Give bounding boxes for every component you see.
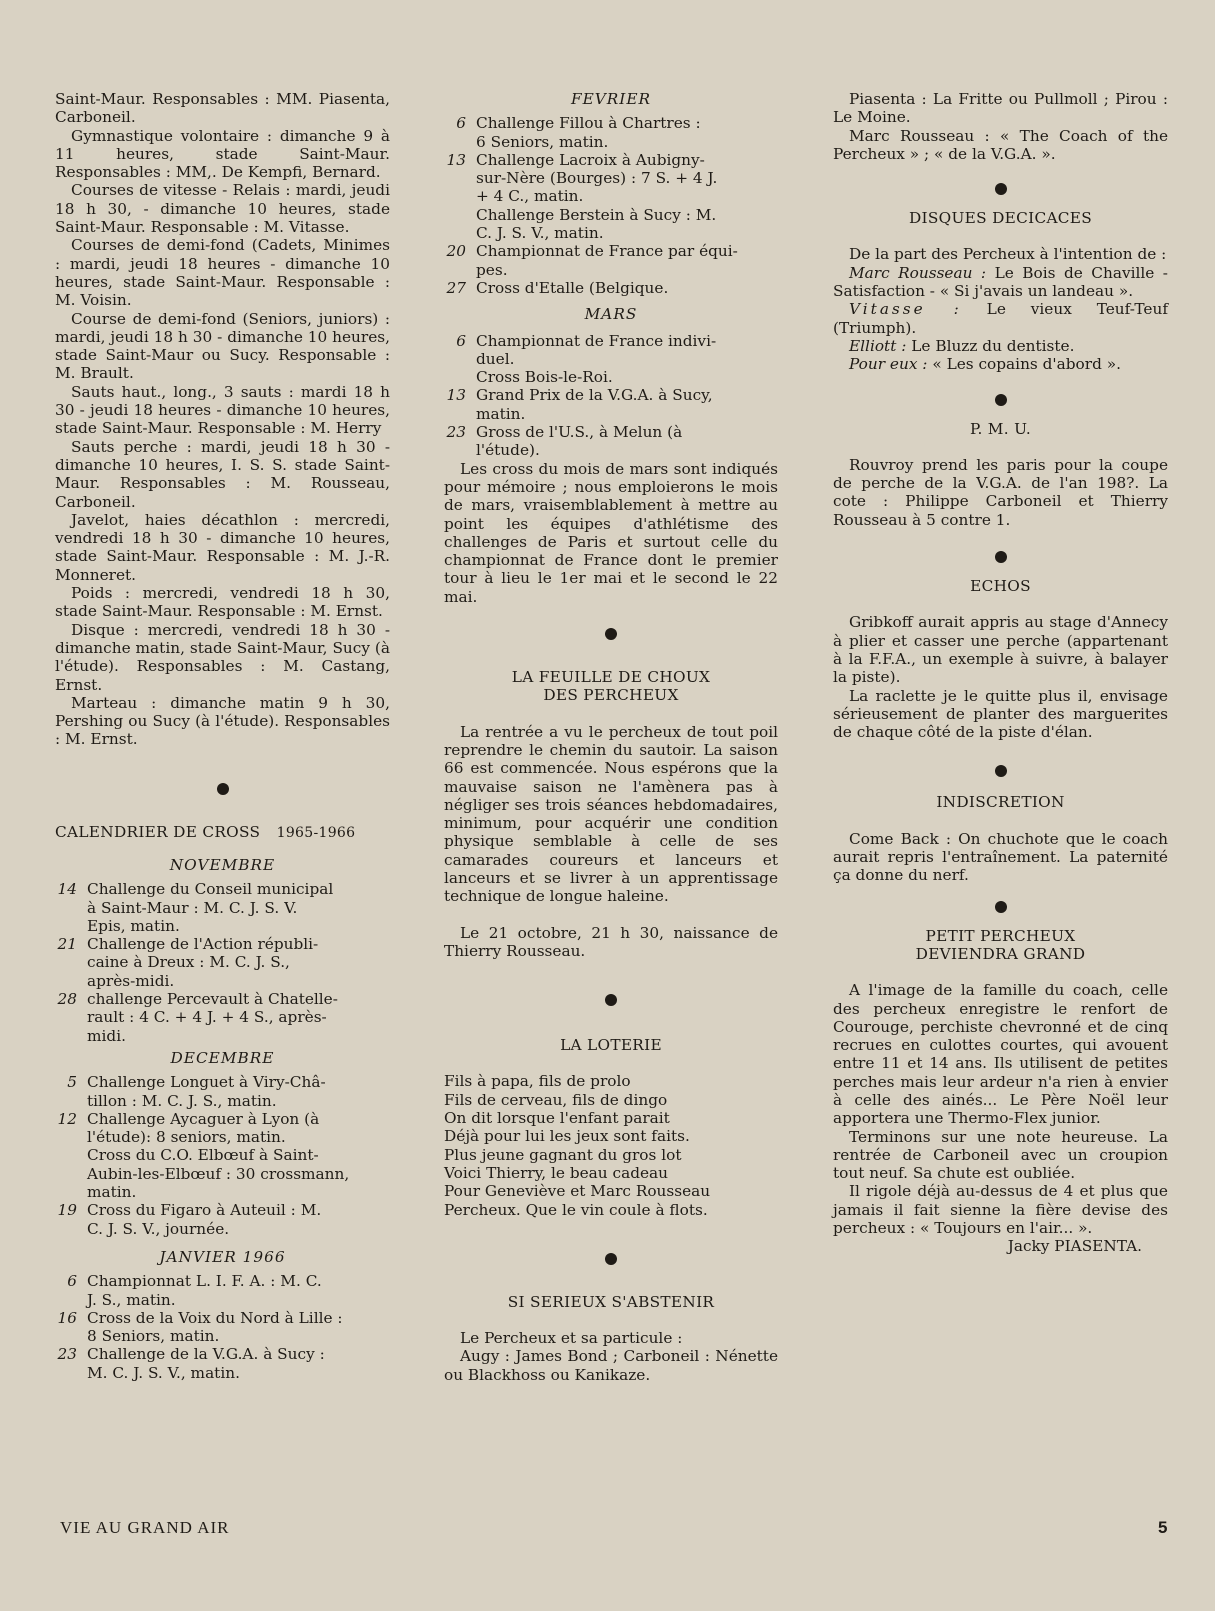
entry-day: 6 [456,114,466,133]
entry-line: Cross du C.O. Elbœuf à Saint- [87,1146,319,1165]
entry-line: caine à Dreux : M. C. J. S., [87,953,290,972]
entry-text [87,1272,390,1309]
entry-line: après-midi. [87,971,175,990]
entry-line: M. C. J. S. V., matin. [87,1363,240,1382]
schedule-paragraph: Course de demi-fond (Seniors, juniors) : mardi, jeudi 18 h 30 - dimanche 10 heures, stade Saint-Maur ou Sucy. Responsable : M. Brault. [55,309,390,383]
entry-day: 6 [456,331,466,350]
section-bullet-icon [605,628,617,640]
indiscretion-paragraph: Come Back : On chuchote que le coach aurait repris l'entraînement. La paternité ça donne du nerf. [833,829,1168,885]
entry-day: 14 [57,880,77,899]
entry-line: Cross Bois-le-Roi. [476,368,613,387]
entry-line: challenge Percevault à Chatelle- [87,990,338,1009]
month-heading-janvier: JANVIER 1966 [159,1247,286,1266]
entry-text [87,1201,390,1238]
pmu-paragraph: Rouvroy prend les paris pour la coupe de perche de la V.G.A. de l'an 198?. La cote : Philippe Carboneil et Thierry Rousseau à 5 contre 1. [833,455,1168,529]
calendar-entry [444,279,778,297]
entry-line: rault : 4 C. + 4 J. + 4 S., après- [87,1008,327,1027]
dedication-text: Le Bois de Chaville - Satisfaction - « Si j'avais un landeau ». [833,263,1168,301]
section-bullet-icon [605,994,617,1006]
schedule-paragraph: Sauts perche : mardi, jeudi 18 h 30 - dimanche 10 heures, I. S. S. stade Saint-Maur. Responsables : M. Rousseau, Carboneil. [55,437,390,511]
entry-day: 27 [446,278,466,297]
dedication-text: « Les copains d'abord ». [932,355,1121,374]
entry-day: 20 [446,242,466,261]
entry-text [87,1073,390,1110]
echos-title: ECHOS [970,577,1031,596]
entry-line: Challenge Lacroix à Aubigny- [476,150,705,169]
intro-paragraph: Marc Rousseau : « The Coach of the Percheux » ; « de la V.G.A. ». [833,126,1168,163]
petit-paragraph: Terminons sur une note heureuse. La rentrée de Carboneil avec un croupion tout neuf. Sa chute est oubliée. [833,1127,1168,1183]
entry-line: sur-Nère (Bourges) : 7 S. + 4 J. [476,169,718,188]
entry-text [87,935,390,990]
section-bullet-icon [995,765,1007,777]
loterie-title: LA LOTERIE [560,1036,662,1055]
calendar-entry [444,423,778,460]
entry-text [476,423,778,460]
petit-paragraph: Il rigole déjà au-dessus de 4 et plus que jamais il fait sienne la fière devise des percheux : « Toujours en l'air... ». [833,1182,1168,1238]
petit-paragraph: A l'image de la famille du coach, celle des percheux enregistre le renfort de Courouge, perchiste chevronné et de cinq recrues en culottes courtes, qui avouent entre 11 et 14 ans. Ils utilisent de petites perches mais leur ardeur n'a rien à envier à celle des ainés... Le Père Noël leur apportera une Thermo-Flex junior. [833,981,1168,1128]
calendar-entry [55,1272,390,1309]
entry-line: tillon : M. C. J. S., matin. [87,1091,277,1110]
entry-line: 6 Seniors, matin. [476,132,609,151]
disques-title: DISQUES DECICACES [908,209,1093,228]
serieux-paragraph: Le Percheux et sa particule : [460,1329,683,1348]
echos-paragraph: Gribkoff aurait appris au stage d'Annecy à plier et casser une perche (appartenant à la F.F.A., un exemple à suivre, à balayer la piste). [833,613,1168,687]
poem-verse: Pour Geneviève et Marc Rousseau [444,1182,711,1201]
entry-text [476,386,778,423]
calendar-entry [55,1201,390,1238]
entry-day: 23 [57,1345,77,1364]
entry-text [87,880,390,935]
entry-text [476,279,778,297]
calendar-title [55,823,390,842]
calendar-entry [55,1345,390,1382]
schedule-paragraph: Gymnastique volontaire : dimanche 9 à 11 heures, stade Saint-Maur. Responsables : MM,. De Kempfi, Bernard. [55,126,390,182]
feuille-title-line-2: DES PERCHEUX [543,686,679,705]
schedule-paragraph: Sauts haut., long., 3 sauts : mardi 18 h 30 - jeudi 18 heures - dimanche 10 heures, stade Saint-Maur. Responsable : M. Herry [55,382,390,438]
schedule-paragraph: Saint-Maur. Responsables : MM. Piasenta, Carboneil. [55,90,390,127]
calendar-years: 1965-1966 [276,824,356,841]
entry-line: Challenge Fillou à Chartres : [476,114,701,133]
feuille-paragraph: La rentrée a vu le percheux de tout poil reprendre le chemin du sautoir. La saison 66 est commencée. Nous espérons que la mauvaise saison ne l'amènera pas à négliger ses trois séances hebdomadaires, minimum, pour acquérir une condition physique semblable à celle de ses camarades coureurs et lanceurs et lanceurs et se livrer à un apprentissage technique de longue haleine. [444,722,778,906]
dedication-name: Marc Rousseau : [849,263,987,282]
entry-line: l'étude). [476,441,540,460]
entry-line: pes. [476,260,508,279]
entry-line: Epis, matin. [87,916,180,935]
entry-line: Championnat de France par équi- [476,242,738,261]
echos-paragraph: La raclette je le quitte plus il, envisage sérieusement de planter des marguerites de chaque côté de la piste d'élan. [833,686,1168,742]
entry-line: Challenge de la V.G.A. à Sucy : [87,1345,325,1364]
entry-line: midi. [87,1026,126,1045]
calendar-entry [444,151,778,242]
entry-line: Championnat L. I. F. A. : M. C. [87,1272,322,1291]
entry-line: Challenge Berstein à Sucy : M. [476,205,717,224]
intro-paragraph: Piasenta : La Fritte ou Pullmoll ; Pirou : Le Moine. [833,90,1168,127]
entry-line: Cross d'Etalle (Belgique. [476,278,669,297]
entry-text [476,332,778,387]
entry-text [476,114,778,151]
poem-verse: Plus jeune gagnant du gros lot [444,1145,682,1164]
dedication-text: Le Bluzz du dentiste. [911,336,1075,355]
entry-text [476,242,778,279]
entry-line: matin. [87,1183,137,1202]
calendar-entry [55,1073,390,1110]
entry-line: Aubin-les-Elbœuf : 30 crossmann, [87,1164,350,1183]
entry-text [87,990,390,1045]
dedication-name: Pour eux : [849,355,928,374]
feuille-title-line-1: LA FEUILLE DE CHOUX [511,668,711,687]
magazine-footer-title: VIE AU GRAND AIR [60,1518,230,1537]
poem-verse: Déjà pour lui les jeux sont faits. [444,1127,690,1146]
poem-verse: Fils à papa, fils de prolo [444,1072,631,1091]
entry-line: Championnat de France indivi- [476,331,717,350]
calendar-entry [55,1309,390,1346]
serieux-title: SI SERIEUX S'ABSTENIR [507,1292,715,1311]
section-bullet-icon [995,901,1007,913]
entry-line: l'étude): 8 seniors, matin. [87,1128,286,1147]
poem-verse: Fils de cerveau, fils de dingo [444,1090,668,1109]
schedule-paragraph: Poids : mercredi, vendredi 18 h 30, stade Saint-Maur. Responsable : M. Ernst. [55,584,390,621]
dedication-name: Elliott : [849,336,907,355]
entry-line: C. J. S. V., matin. [476,224,604,243]
entry-line: duel. [476,349,515,368]
page-number: 5 [1158,1518,1168,1537]
entry-line: matin. [476,404,526,423]
poem-verse: On dit lorsque l'enfant parait [444,1109,670,1128]
entry-day: 6 [67,1272,77,1291]
calendar-entry [55,1110,390,1201]
petit-title-line-2: DEVIENDRA GRAND [915,944,1086,963]
entry-day: 12 [57,1109,77,1128]
right-column [833,90,1168,1256]
dedication-name: Vitasse : [849,300,962,319]
entry-line: 8 Seniors, matin. [87,1327,220,1346]
calendar-entry [55,880,390,935]
dedication-text: Le vieux Teuf-Teuf (Triumph). [833,300,1168,337]
mars-note: Les cross du mois de mars sont indiqués pour mémoire ; nous emploierons le mois de mars, vraisemblablement à mettre au point les équipes d'athlétisme des challenges de Paris et surtout celle du championnat de France dont le premier tour à lieu le 1er mai et le second le 22 mai. [444,459,778,606]
entry-day: 13 [446,150,466,169]
calendar-entry [444,332,778,387]
entry-line: C. J. S. V., journée. [87,1219,230,1238]
entry-line: Grand Prix de la V.G.A. à Sucy, [476,386,713,405]
section-bullet-icon [217,783,229,795]
entry-day: 28 [57,990,77,1009]
entry-day: 21 [57,935,77,954]
month-heading-fevrier: FEVRIER [570,90,652,108]
indiscretion-title: INDISCRETION [936,793,1065,812]
schedule-paragraph: Javelot, haies décathlon : mercredi, vendredi 18 h 30 - dimanche 10 heures, stade Saint-Maur. Responsable : M. J.-R. Monneret. [55,510,390,584]
entry-line: Challenge du Conseil municipal [87,880,334,899]
petit-title-line-1: PETIT PERCHEUX [925,926,1076,945]
entry-day: 13 [446,386,466,405]
month-heading-decembre: DECEMBRE [170,1048,275,1067]
schedule-paragraph: Disque : mercredi, vendredi 18 h 30 - dimanche matin, stade Saint-Maur, Sucy (à l'étude). Responsables : M. Castang, Ernst. [55,620,390,694]
entry-text [87,1345,390,1382]
entry-day: 5 [67,1073,77,1092]
section-bullet-icon [995,394,1007,406]
calendar-entry [444,114,778,151]
entry-day: 19 [57,1201,77,1220]
entry-line: J. S., matin. [87,1290,176,1309]
month-heading-mars: MARS [584,305,638,324]
entry-line: Challenge de l'Action républi- [87,935,319,954]
calendar-title-text: CALENDRIER DE CROSS [55,822,261,841]
dedication-item [833,264,1168,301]
left-column [55,90,390,1382]
calendar-entry [55,990,390,1045]
feuille-paragraph: Le 21 octobre, 21 h 30, naissance de Thierry Rousseau. [444,923,778,960]
entry-line: Cross de la Voix du Nord à Lille : [87,1308,343,1327]
dedication-item [833,337,1168,355]
pmu-title: P. M. U. [969,419,1032,438]
entry-text [87,1110,390,1201]
entry-text [476,151,778,242]
entry-day: 16 [57,1308,77,1327]
poem-verse: Percheux. Que le vin coule à flots. [444,1200,708,1219]
entry-line: à Saint-Maur : M. C. J. S. V. [87,898,298,917]
entry-line: Gross de l'U.S., à Melun (à [476,423,683,442]
section-bullet-icon [995,551,1007,563]
calendar-entry [444,242,778,279]
middle-column [444,90,778,1384]
section-bullet-icon [995,183,1007,195]
poem-verse: Voici Thierry, le beau cadeau [444,1163,669,1182]
section-bullet-icon [605,1253,617,1265]
entry-day: 23 [446,423,466,442]
schedule-paragraph: Marteau : dimanche matin 9 h 30, Pershing ou Sucy (à l'étude). Responsables : M. Ernst. [55,693,390,749]
calendar-entry [55,935,390,990]
dedication-item [833,355,1168,373]
entry-line: Challenge Aycaguer à Lyon (à [87,1109,320,1128]
entry-line: Challenge Longuet à Viry-Châ- [87,1073,326,1092]
serieux-paragraph: Augy : James Bond ; Carboneil : Nénette ou Blackhoss ou Kanikaze. [444,1347,778,1384]
entry-line: + 4 C., matin. [476,187,584,206]
schedule-paragraph: Courses de vitesse - Relais : mardi, jeudi 18 h 30, - dimanche 10 heures, stade Saint-Maur. Responsable : M. Vitasse. [55,181,390,237]
schedule-paragraph: Courses de demi-fond (Cadets, Minimes : mardi, jeudi 18 heures - dimanche 10 heures, stade Saint-Maur. Responsable : M. Voisin. [55,236,390,310]
disques-paragraph: De la part des Percheux à l'intention de : [849,245,1167,264]
entry-line: Cross du Figaro à Auteuil : M. [87,1201,322,1220]
signature: Jacky PIASENTA. [1007,1237,1142,1256]
entry-text [87,1309,390,1346]
month-heading-novembre: NOVEMBRE [169,855,276,874]
calendar-entry [444,386,778,423]
dedication-item [833,300,1168,337]
